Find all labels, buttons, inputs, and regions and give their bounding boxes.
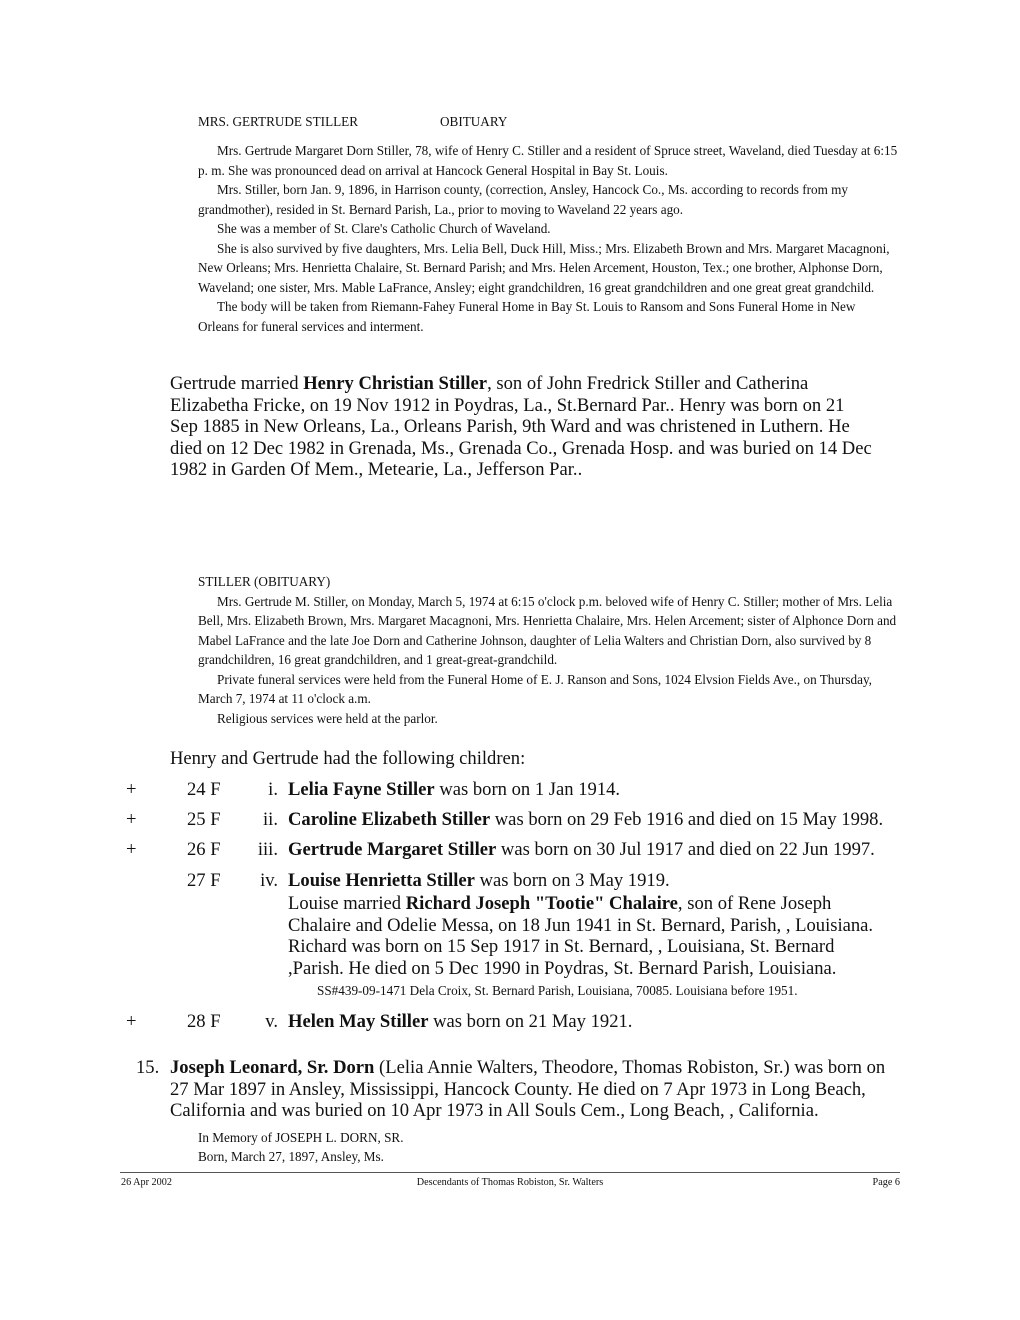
obituary-2-para: Mrs. Gertrude M. Stiller, on Monday, March 5, 1974 at 6:15 o'clock p.m. beloved wife of Henry C. Stiller; mother of Mrs. Lelia Bell, Mrs. Elizabeth Brown, Mrs. Margaret Macagnoni, Mrs. Henrietta Chalaire, Mrs. Helen Arcement; sister of Alphonce Dorn and Mabel LaFrance and the late Joe Dorn and Catherine Johnson, daughter of Lelia Walters and Christian Dorn, also survived by 8 grandchildren, 16 great grandchildren, and 1 great-great-grandchild. bbox=[198, 593, 897, 667]
memorial-line: Born, March 27, 1897, Ansley, Ms. bbox=[198, 1149, 384, 1164]
footer-title: Descendants of Thomas Robiston, Sr. Walters bbox=[416, 1177, 604, 1188]
entry-person-name: Joseph Leonard, Sr. Dorn bbox=[170, 1057, 375, 1078]
child-text bbox=[288, 870, 670, 892]
child-detail: was born on 30 Jul 1917 and died on 22 Jun 1997. bbox=[496, 839, 875, 860]
child-row bbox=[0, 1011, 1020, 1035]
child-row bbox=[0, 779, 1020, 803]
obituary-1-body bbox=[198, 141, 898, 336]
entry-paragraph bbox=[170, 1057, 890, 1122]
child-name: Lelia Fayne Stiller bbox=[288, 779, 435, 800]
child-name: Caroline Elizabeth Stiller bbox=[288, 809, 491, 830]
child-number: 27 F bbox=[187, 870, 221, 891]
entry-text: (Lelia Annie Walters, Theodore, Thomas Robiston, Sr.) was born on 27 Mar 1897 in Ansley, Mississippi, Hancock County. He died on 7 Apr 1973 in Long Beach, California and was buried on 10 Apr 1973 in All Souls Cem., Long Beach, , California. bbox=[170, 1057, 886, 1121]
obituary-1-para: Mrs. Stiller, born Jan. 9, 1896, in Harrison county, (correction, Ansley, Hancock Co., Ms. according to records from my grandmother), resided in St. Bernard Parish, La., prior to moving to Waveland 22 years ago. bbox=[198, 182, 848, 217]
obituary-1-para: The body will be taken from Riemann-Fahey Funeral Home in Bay St. Louis to Ransom and Sons Funeral Home in New Orleans for funeral services and interment. bbox=[198, 299, 856, 334]
child-detail: was born on 1 Jan 1914. bbox=[434, 779, 621, 800]
children-intro: Henry and Gertrude had the following children: bbox=[170, 748, 526, 769]
child-name: Louise Henrietta Stiller bbox=[288, 870, 475, 891]
obituary-1-para: Mrs. Gertrude Margaret Dorn Stiller, 78, wife of Henry C. Stiller and a resident of Spruce street, Waveland, died Tuesday at 6:15 p. m. She was pronounced dead on arrival at Hancock General Hospital in Bay St. Louis. bbox=[198, 143, 898, 178]
child-row bbox=[0, 809, 1020, 833]
child-detail: was born on 3 May 1919. bbox=[474, 870, 670, 891]
child-number: 28 F bbox=[187, 1011, 221, 1032]
obituary-1-para: She was a member of St. Clare's Catholic Church of Waveland. bbox=[217, 221, 551, 236]
child-number: 24 F bbox=[187, 779, 221, 800]
child-name: Gertrude Margaret Stiller bbox=[288, 839, 497, 860]
obituary-2-heading: STILLER (OBITUARY) bbox=[198, 574, 331, 589]
ss-note: SS#439-09-1471 Dela Croix, St. Bernard Parish, Louisiana, 70085. Louisiana before 1951. bbox=[317, 983, 798, 998]
child-roman: iv. bbox=[260, 870, 278, 891]
descendants-marker: + bbox=[126, 779, 137, 800]
obituary-heading bbox=[198, 112, 898, 132]
child-row bbox=[0, 839, 1020, 863]
footer-divider bbox=[120, 1172, 900, 1173]
footer-date: 26 Apr 2002 bbox=[121, 1177, 172, 1188]
obituary-2-para: Religious services were held at the parlor. bbox=[217, 710, 438, 726]
child-text bbox=[288, 779, 620, 801]
child-roman: v. bbox=[265, 1011, 278, 1032]
child-roman: ii. bbox=[263, 809, 278, 830]
child-detail: was born on 29 Feb 1916 and died on 15 May 1998. bbox=[490, 809, 884, 830]
child-number: 25 F bbox=[187, 809, 221, 830]
marriage-text: , son of John Fredrick Stiller and Catherina Elizabetha Fricke, on 19 Nov 1912 in Poydras, La., St.Bernard Par.. Henry was born on 21 Sep 1885 in New Orleans, La., Orleans Parish, 9th Ward and was christened in Luthern. He died on 12 Dec 1982 in Grenada, Ms., Grenada Co., Grenada Hosp. and was buried on 14 Dec 1982 in Garden Of Mem., Metearie, La., Jefferson Par.. bbox=[170, 373, 872, 480]
child-roman: iii. bbox=[257, 839, 278, 860]
entry-number: 15. bbox=[136, 1057, 160, 1078]
obituary-heading-label: OBITUARY bbox=[440, 114, 508, 129]
child-detail: was born on 21 May 1921. bbox=[428, 1011, 633, 1032]
marriage-paragraph bbox=[170, 373, 875, 481]
marriage-text: Gertrude married bbox=[170, 373, 304, 394]
child-number: 26 F bbox=[187, 839, 221, 860]
child-text bbox=[288, 1011, 632, 1033]
descendants-marker: + bbox=[126, 839, 137, 860]
child-roman: i. bbox=[268, 779, 278, 800]
memorial-line: In Memory of JOSEPH L. DORN, SR. bbox=[198, 1130, 404, 1145]
child-text bbox=[288, 809, 883, 831]
obituary-1-para: She is also survived by five daughters, Mrs. Lelia Bell, Duck Hill, Miss.; Mrs. Elizabeth Brown and Mrs. Margaret Macagnoni, New Orleans; Mrs. Henrietta Chalaire, St. Bernard Parish; and Mrs. Helen Arcement, Houston, Tex.; one brother, Alphonse Dorn, Waveland; one sister, Mrs. Mable LaFrance, Ansley; eight grandchildren, 16 great grandchildren and one great great grandchild. bbox=[198, 240, 890, 295]
spouse-name: Richard Joseph "Tootie" Chalaire bbox=[405, 893, 678, 914]
spouse-name: Henry Christian Stiller bbox=[303, 373, 488, 394]
child-row bbox=[0, 870, 1020, 894]
descendants-marker: + bbox=[126, 809, 137, 830]
marriage-text: , son of Rene Joseph Chalaire and Odelie Messa, on 18 Jun 1941 in St. Bernard, Parish, , Louisiana. Richard was born on 15 Sep 1917 in St. Bernard, , Louisiana, St. Bernard ,Parish. He died on 5 Dec 1990 in Poydras, St. Bernard Parish, Louisiana. bbox=[288, 893, 874, 979]
obituary-2 bbox=[198, 572, 900, 728]
marriage-text: Louise married bbox=[288, 893, 406, 914]
obituary-heading-name: MRS. GERTRUDE STILLER bbox=[198, 114, 359, 129]
child-text bbox=[288, 839, 875, 861]
obituary-2-para: Private funeral services were held from the Funeral Home of E. J. Ranson and Sons, 1024 Elvsion Fields Ave., on Thursday, March 7, 1974 at 11 o'clock a.m. bbox=[198, 671, 872, 706]
child-name: Helen May Stiller bbox=[288, 1011, 429, 1032]
descendants-marker: + bbox=[126, 1011, 137, 1032]
louise-marriage-paragraph bbox=[288, 893, 881, 979]
footer-page: Page 6 bbox=[872, 1177, 900, 1188]
